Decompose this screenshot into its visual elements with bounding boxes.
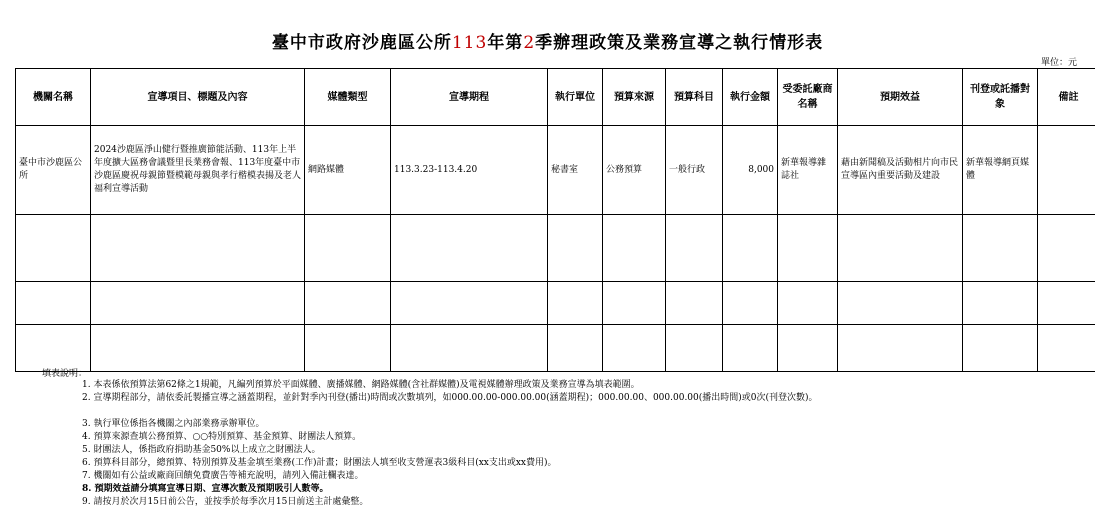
header-cell: 預算科目 [666,69,723,126]
target-cell: 新華報導網頁媒體 [963,126,1038,215]
note-item: 1. 本表係依預算法第62條之1規範，凡編列預算於平面媒體、廣播媒體、網路媒體(含社群媒體)及電視媒體辦理政策及業務宣導為填表範圍。 [82,380,640,390]
source-cell: 公務預算 [603,126,666,215]
header-cell: 刊登或託播對象 [963,69,1038,126]
header-cell: 機關名稱 [16,69,91,126]
note-item: 6. 預算科目部分，總預算、特別預算及基金填至業務(工作)計畫；財團法人填至收支營運表3級科目(xx支出或xx費用)。 [82,458,557,468]
note-item: 7. 機關如有公益或廠商回饋免費廣告等補充說明，請列入備註欄表達。 [82,471,364,481]
unit-label: 單位：元 [1040,58,1077,68]
header-cell: 宣導期程 [391,69,548,126]
header-cell: 執行金額 [723,69,778,126]
page-title: 臺中市政府沙鹿區公所113年第2季辦理政策及業務宣導之執行情形表 [271,33,824,53]
header-cell: 宣導項目、標題及內容 [91,69,305,126]
contractor-cell: 新華報導雜誌社 [778,126,838,215]
empty-row [16,325,1095,372]
note-cell [1038,126,1095,215]
note-item: 2. 宣導期程部分，請依委託製播宣導之涵蓋期程，並針對季內刊登(播出)時間或次數填列，如000.00.00-000.00.00(涵蓋期程)；000.00.00、000.00.00(播出時間)或0次(刊登次數)。 [82,393,818,403]
note-item: 4. 預算來源查填公務預算、○○特別預算、基金預算、財團法人預算。 [82,432,362,442]
header-cell: 受委託廠商名稱 [778,69,838,126]
media-cell: 網路媒體 [305,126,391,215]
note-item: 3. 執行單位係指各機關之內部業務承辦單位。 [82,419,265,429]
note-item: 9. 請按月於次月15日前公告，並按季於每季次月15日前送主計處彙整。 [82,497,369,507]
item-cell: 2024沙鹿區淨山健行暨推廣節能活動、113年上半年度擴大區務會議暨里長業務會報、113年度臺中市沙鹿區慶祝母親節暨模範母親與孝行楷模表揚及老人福利宣導活動 [91,126,305,215]
period-cell: 113.3.23-113.4.20 [391,126,548,215]
header-cell: 備註 [1038,69,1095,126]
header-cell: 預期效益 [838,69,963,126]
report-table [15,68,1095,372]
notes-heading: 填表說明： [42,369,88,379]
table-row [16,126,1095,215]
agency-cell: 臺中市沙鹿區公所 [16,126,91,215]
notes-list [82,379,818,509]
header-cell: 預算來源 [603,69,666,126]
header-cell: 媒體類型 [305,69,391,126]
header-row [16,69,1095,126]
empty-row [16,282,1095,325]
amount-cell: 8,000 [723,126,778,215]
note-item: 5. 財團法人，係指政府捐助基金50%以上成立之財團法人。 [82,445,321,455]
subject-cell: 一般行政 [666,126,723,215]
header-cell: 執行單位 [548,69,603,126]
note-item: 8. 預期效益請分填寫宣導日期、宣導次數及預期吸引人數等。 [82,484,329,494]
unit-cell: 秘書室 [548,126,603,215]
empty-row [16,215,1095,282]
benefit-cell: 藉由新聞稿及活動相片向市民宣導區內重要活動及建設 [838,126,963,215]
